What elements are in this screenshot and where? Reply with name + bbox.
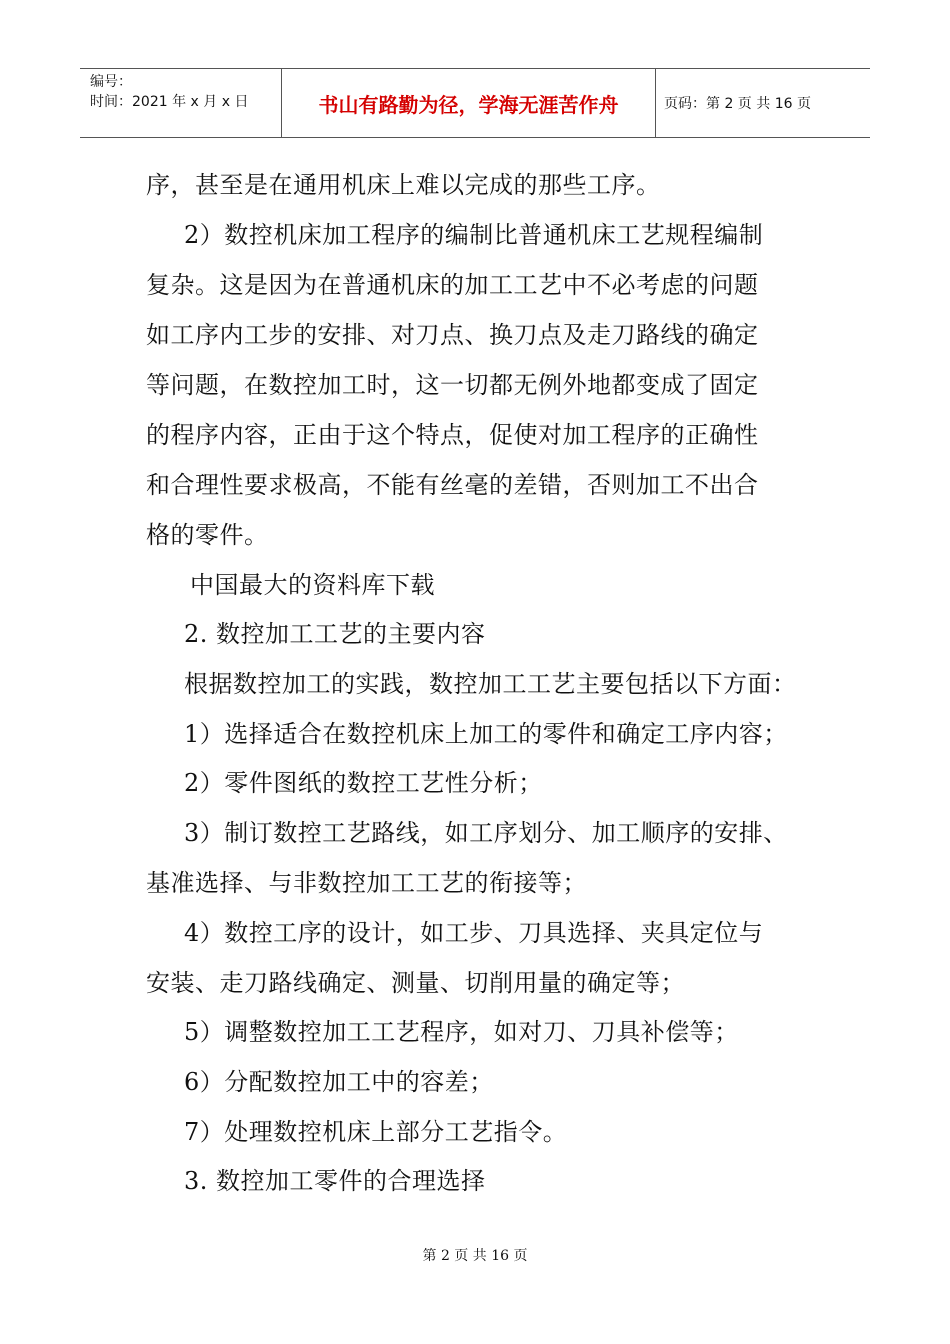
page-info-text: 页码：第 2 页 共 16 页 [664,96,811,112]
paragraph-line: 和合理性要求极高，不能有丝毫的差错，否则加工不出合 [146,471,759,499]
paragraph-line: 根据数控加工的实践，数控加工工艺主要包括以下方面： [184,670,797,698]
header-meta-cell [80,69,282,137]
list-item: 6）分配数控加工中的容差； [184,1068,494,1096]
motto-text: 书山有路勤为径，学海无涯苦作舟 [318,92,619,117]
paragraph-line: 复杂。这是因为在普通机床的加工工艺中不必考虑的问题 [146,271,759,299]
paragraph-line: 2）数控机床加工程序的编制比普通机床工艺规程编制 [184,221,764,249]
time-label: 时间：2021 年 x 月 x 日 [90,94,249,110]
motto-cell [282,69,656,137]
list-item-continuation: 基准选择、与非数控加工工艺的衔接等； [146,869,587,897]
list-item: 2）零件图纸的数控工艺性分析； [184,769,543,797]
number-label: 编号： [90,74,132,90]
list-item: 3）制订数控工艺路线，如工序划分、加工顺序的安排、 [184,819,788,847]
section-heading: 2. 数控加工工艺的主要内容 [184,620,486,648]
paragraph-line: 中国最大的资料库下载 [190,571,435,599]
paragraph-line: 的程序内容，正由于这个特点，促使对加工程序的正确性 [146,421,759,449]
section-heading: 3. 数控加工零件的合理选择 [184,1167,486,1195]
list-item: 4）数控工序的设计，如工步、刀具选择、夹具定位与 [184,919,764,947]
list-item-continuation: 安装、走刀路线确定、测量、切削用量的确定等； [146,969,685,997]
list-item: 5）调整数控加工工艺程序，如对刀、刀具补偿等； [184,1018,739,1046]
paragraph-line: 序，甚至是在通用机床上难以完成的那些工序。 [146,171,661,199]
header-table [80,68,870,138]
list-item: 7）处理数控机床上部分工艺指令。 [184,1118,568,1146]
list-item: 1）选择适合在数控机床上加工的零件和确定工序内容； [184,720,788,748]
paragraph-line: 格的零件。 [146,521,269,549]
paragraph-line: 等问题，在数控加工时，这一切都无例外地都变成了固定 [146,371,759,399]
page-info-cell [656,69,870,137]
page-footer: 第 2 页 共 16 页 [422,1248,528,1264]
paragraph-line: 如工序内工步的安排、对刀点、换刀点及走刀路线的确定 [146,321,759,349]
